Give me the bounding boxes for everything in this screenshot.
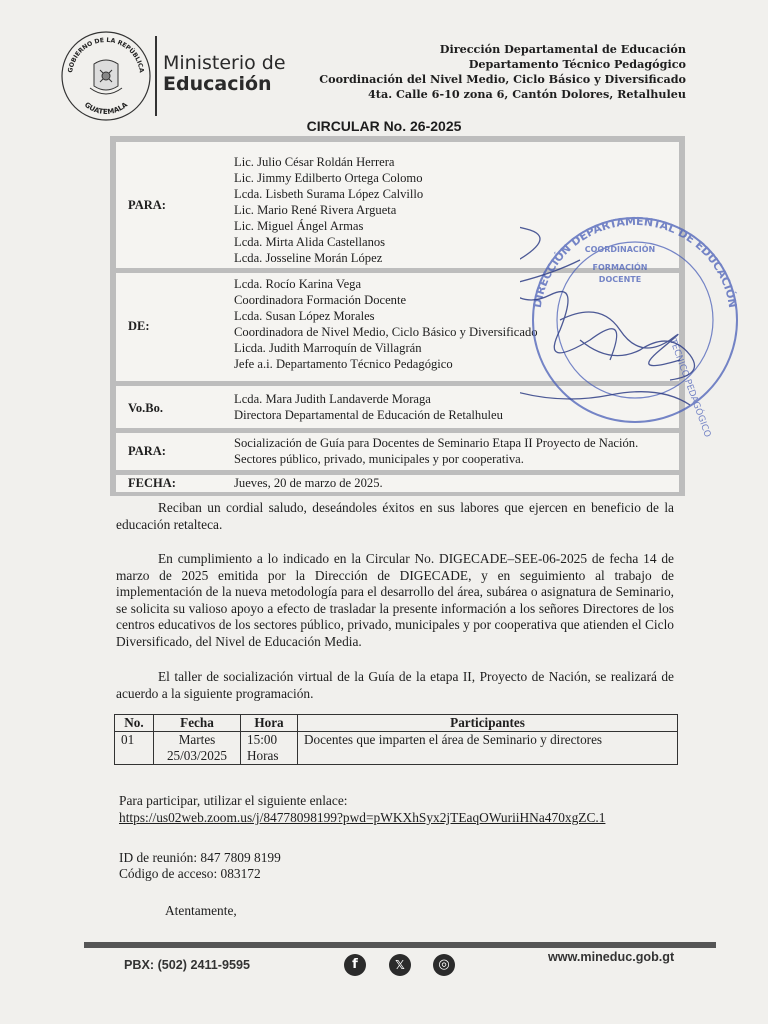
sender-line: Lcda. Susan López Morales xyxy=(234,309,375,323)
instagram-icon[interactable]: ◎ xyxy=(433,954,455,976)
fecha-date: 25/03/2025 xyxy=(166,748,228,763)
recipient-name: Lcda. Josseline Morán López xyxy=(234,251,383,265)
header-line: Coordinación del Nivel Medio, Ciclo Básico y Diversificado xyxy=(319,72,686,86)
table-header-row xyxy=(115,715,678,732)
col-header-hora: Hora xyxy=(241,715,298,732)
recipient-name: Lcda. Lisbeth Surama López Calvillo xyxy=(234,187,424,201)
coat-of-arms-seal xyxy=(60,30,152,122)
col-header-participantes: Participantes xyxy=(298,715,678,732)
header-address xyxy=(319,42,686,102)
subject-line: Sectores público, privado, municipales y por cooperativa. xyxy=(234,452,524,466)
para-label: PARA: xyxy=(128,198,166,212)
recipient-name: Lcda. Mirta Alida Castellanos xyxy=(234,235,386,249)
zoom-link[interactable]: https://us02web.zoom.us/j/84778098199?pwd=pWKXhSyx2jTEaqOWuriiHNa470xgZC.1 xyxy=(119,810,606,825)
stamp-inner-line: COORDINACIÓN xyxy=(584,245,656,254)
official-stamp xyxy=(520,190,768,480)
schedule-table xyxy=(114,714,678,765)
paragraph-greeting: Reciban un cordial saludo, deseándoles éxitos en sus labores que ejercen en beneficio de la educación retalteca. xyxy=(116,500,674,532)
ministry-name-line2: Educación xyxy=(163,73,272,95)
header-line: Dirección Departamental de Educación xyxy=(439,42,686,56)
footer-website[interactable]: www.mineduc.gob.gt xyxy=(548,950,675,964)
closing: Atentamente, xyxy=(165,903,237,918)
col-header-fecha: Fecha xyxy=(154,715,241,732)
cell-participantes: Docentes que imparten el área de Seminario y directores xyxy=(298,732,678,765)
paragraph-schedule-intro: El taller de socialización virtual de la Guía de la etapa II, Proyecto de Nación, se realizará de acuerdo a la siguiente programación. xyxy=(116,669,674,701)
sender-line: Jefe a.i. Departamento Técnico Pedagógico xyxy=(234,357,453,371)
recipient-name: Lic. Jimmy Edilberto Ortega Colomo xyxy=(234,171,423,185)
vobo-label: Vo.Bo. xyxy=(128,401,163,415)
header-divider xyxy=(155,36,157,116)
para-recipients xyxy=(234,154,423,266)
svg-text:DIRECCIÓN DEPARTAMENTAL DE EDU xyxy=(531,215,739,309)
fecha-day: Martes xyxy=(178,732,216,747)
header-line: Departamento Técnico Pedagógico xyxy=(468,57,686,71)
paragraph-main: En cumplimiento a lo indicado en la Circular No. DIGECADE–SEE-06-2025 de fecha 14 de marzo de 2025 emitida por la Dirección de DIGECADE, y en seguimiento al trabajo de implementación de la nueva metodología para el desarrollo del área, subárea o asignatura de Seminario, se solicita su valioso apoyo a efecto de trasladar la presente información a los señores Directores de los centros educativos de los sectores público, privado, municipales y por cooperativa que atienden el Ciclo Diversificado, del Nivel de Educación Media. xyxy=(116,551,674,649)
cell-no: 01 xyxy=(115,732,154,765)
footer-phone: PBX: (502) 2411-9595 xyxy=(124,958,251,972)
de-senders xyxy=(234,276,538,372)
subject-line: Socialización de Guía para Docentes de Seminario Etapa II Proyecto de Nación. xyxy=(234,436,639,450)
cell-fecha xyxy=(154,732,241,765)
fecha-label: FECHA: xyxy=(128,476,176,490)
vobo-signer xyxy=(234,391,503,423)
meeting-passcode: Código de acceso: 083172 xyxy=(119,866,261,881)
de-label: DE: xyxy=(128,319,150,333)
cell-hora xyxy=(241,732,298,765)
sender-line: Coordinadora Formación Docente xyxy=(234,293,407,307)
recipient-name: Lic. Miguel Ángel Armas xyxy=(234,219,364,233)
footer-divider xyxy=(84,942,716,948)
seal-bottom-text: GUATEMALA xyxy=(82,100,130,117)
stamp-side-text: TÉCNICO PEDAGÓGICO xyxy=(667,337,713,439)
hora-unit: Horas xyxy=(247,748,279,763)
recipient-name: Lic. Julio César Roldán Herrera xyxy=(234,155,395,169)
vobo-line: Lcda. Mara Judith Landaverde Moraga xyxy=(234,392,431,406)
vobo-line: Directora Departamental de Educación de Retalhuleu xyxy=(234,408,503,422)
sender-line: Lcda. Rocío Karina Vega xyxy=(234,277,362,291)
meeting-id: ID de reunión: 847 7809 8199 xyxy=(119,850,281,865)
stamp-inner-line: FORMACIÓN xyxy=(592,263,648,272)
facebook-icon[interactable]: f xyxy=(344,954,366,976)
x-twitter-icon[interactable]: 𝕏 xyxy=(389,954,411,976)
svg-text:GUATEMALA xyxy=(83,100,130,116)
stamp-inner-line: DOCENTE xyxy=(598,275,642,284)
ministry-name-line1: Ministerio de xyxy=(163,52,286,74)
hora-time: 15:00 xyxy=(247,732,278,747)
fecha-value: Jueves, 20 de marzo de 2025. xyxy=(234,476,383,490)
sender-line: Coordinadora de Nivel Medio, Ciclo Básico y Diversificado xyxy=(234,325,538,339)
subject-label: PARA: xyxy=(128,444,166,458)
link-intro: Para participar, utilizar el siguiente enlace: xyxy=(119,793,348,808)
stamp-outer-text: DIRECCIÓN DEPARTAMENTAL DE EDUCACIÓN xyxy=(530,214,740,309)
table-row xyxy=(115,732,678,765)
header-line: 4ta. Calle 6-10 zona 6, Cantón Dolores, Retalhuleu xyxy=(368,87,686,101)
circular-title: CIRCULAR No. 26-2025 xyxy=(306,118,462,134)
emblem-icon xyxy=(90,60,122,94)
col-header-no: No. xyxy=(115,715,154,732)
recipient-name: Lic. Mario René Rivera Argueta xyxy=(234,203,397,217)
sender-line: Licda. Judith Marroquín de Villagrán xyxy=(234,341,422,355)
seal-top-text: GOBIERNO DE LA REPÚBLICA xyxy=(67,36,145,74)
